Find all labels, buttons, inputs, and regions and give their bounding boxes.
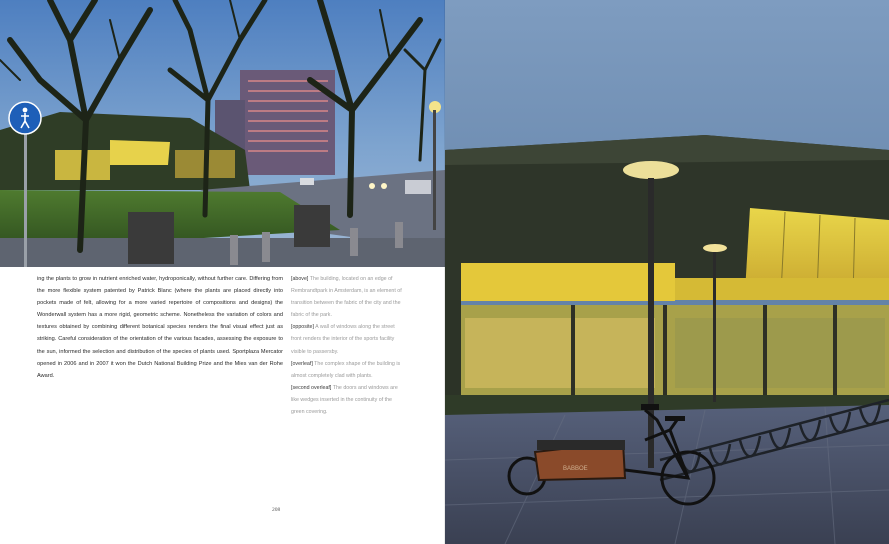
caption-tag: [opposite]	[291, 324, 314, 331]
caption-text: The complex shape of the building is almost completely clad with plants.	[291, 360, 401, 379]
cargo-bike-brand: BABBOE	[563, 466, 588, 472]
photo-captions	[291, 273, 403, 418]
caption-opposite	[291, 324, 395, 354]
body-text: ing the plants to grow in nutrient enriched water, hydroponically, without further care. Differing from the more flexible system patented by Patrick Blanc (where the plants are placed directly into pockets made of felt, allowing for a more varied repertoire of compositions and designs) the Wonderwall system has a more rigid, geometric scheme. Nonetheless the variation of colors and textures obtained by combining different botanical species renders the final visual effect just as striking. Careful consideration of the orientation of the various facades, assessing the exposure to the sun, informed the selection and distribution of the species of plants used. Sportplaza Mercator opened in 2006 and in 2007 it won the Dutch National Building Prize and the Mies van der Rohe Award.	[37, 276, 283, 379]
caption-tag: [second overleaf]	[291, 384, 332, 391]
night-facade-photo	[445, 0, 889, 544]
caption-text: The doors and windows are like wedges inserted in the continuity of the green covering.	[291, 384, 398, 416]
caption-tag: [overleaf]	[291, 360, 313, 367]
caption-overleaf	[291, 361, 400, 379]
caption-tag: [above]	[291, 276, 309, 282]
right-page-photo	[445, 0, 889, 544]
page-number: 208	[272, 507, 281, 513]
caption-above	[291, 276, 402, 318]
caption-text: A wall of windows along the street front renders the interior of the sports facility visible to passersby.	[291, 324, 395, 355]
exterior-photo-illustration	[0, 0, 445, 267]
sportplaza-exterior-photo	[0, 0, 445, 267]
caption-second-overleaf	[291, 385, 398, 415]
caption-text: The building, located on an edge of Rembrandtpark in Amsterdam, is an element of transition between the fabric of the city and the fabric of the park.	[291, 276, 402, 319]
